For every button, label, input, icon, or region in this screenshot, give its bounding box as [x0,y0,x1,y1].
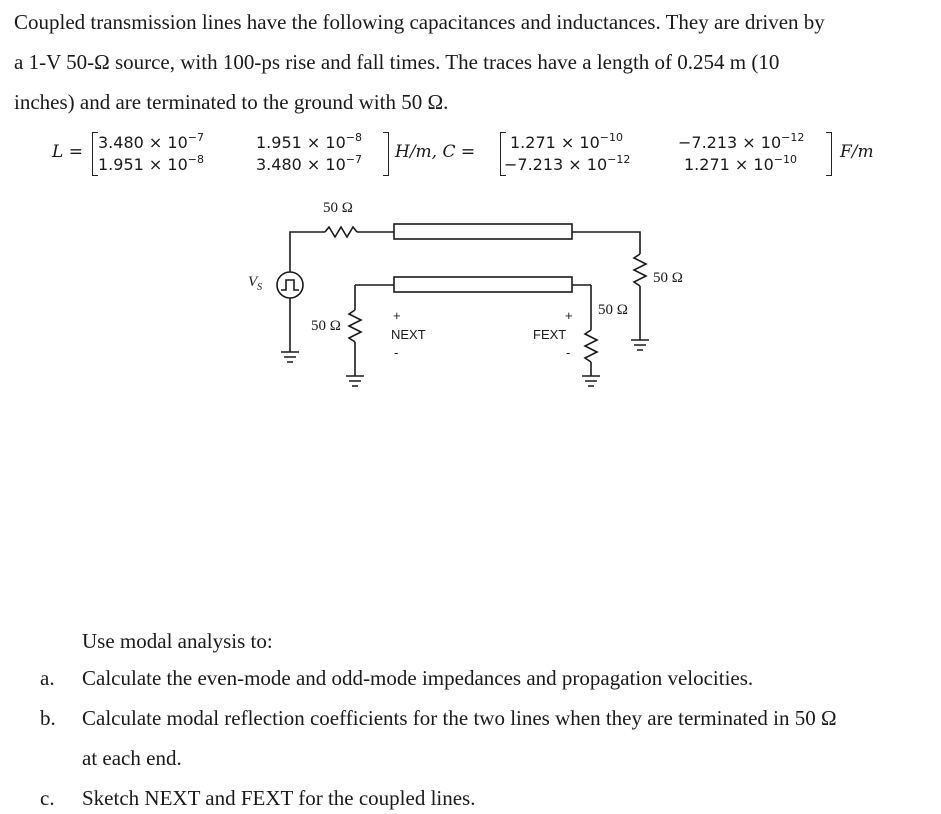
source-resistor [325,227,357,237]
fext-minus-sign: - [566,345,571,360]
task-text: Calculate modal reflection coefficients for the two lines when they are terminated in 50 Ω [82,706,837,730]
far-aggressor-ground [631,340,649,350]
far-victim-resistor [585,330,597,362]
victim-trace [394,277,572,292]
problem-line-2: a 1-V 50-Ω source, with 100-ps rise and fall times. The traces have a length of 0.254 m (10 [14,50,780,74]
source-ground [281,352,299,362]
near-victim-ground [346,376,364,386]
next-plus-sign: + [393,308,401,323]
near-victim-resistor-label: 50 Ω [311,318,341,334]
voltage-source-circle [277,272,303,298]
task-marker: c. [40,786,55,810]
c-matrix-12: $-7.213 \times 10^{-12}$ [678,131,805,152]
pulse-icon [281,280,299,290]
aggressor-trace [394,224,572,239]
problem-line-3: inches) and are terminated to the ground with 50 Ω. [14,90,449,114]
fext-label: FEXT [533,327,567,342]
task-text: at each end. [82,746,182,770]
task-text: Sketch NEXT and FEXT for the coupled lines. [82,786,476,810]
c-matrix-11: $1.271 \times 10^{-10}$ [510,131,623,152]
l-matrix-11: $3.480 \times 10^{-7}$ [98,131,204,152]
source-voltage-label: $V_S$ [248,274,263,293]
next-minus-sign: - [394,345,399,360]
task-marker: b. [40,706,56,730]
capacitance-unit: F/m [840,142,874,162]
inductance-unit-and-c-label: H/m, C = [395,142,476,162]
near-victim-resistor [349,310,361,342]
problem-line-1: Coupled transmission lines have the following capacitances and inductances. They are driven by [14,10,825,34]
far-aggressor-resistor [634,254,646,286]
far-victim-ground [582,376,600,386]
inductance-label: L = [52,142,83,162]
far-victim-resistor-label: 50 Ω [598,302,628,318]
source-resistor-label: 50 Ω [323,200,353,216]
l-matrix-12: $1.951 \times 10^{-8}$ [256,131,362,152]
aggressor-far-wire [572,232,640,254]
task-marker: a. [40,666,55,690]
c-matrix-22: $1.271 \times 10^{-10}$ [684,153,797,174]
c-matrix-21: $-7.213 \times 10^{-12}$ [504,153,631,174]
far-aggressor-resistor-label: 50 Ω [653,270,683,286]
fext-plus-sign: + [565,308,573,323]
l-matrix-21: $1.951 \times 10^{-8}$ [98,153,204,174]
next-label: NEXT [391,327,426,342]
source-to-resistor-wire [290,232,325,272]
l-matrix-22: $3.480 \times 10^{-7}$ [256,153,362,174]
task-text: Calculate the even-mode and odd-mode impedances and propagation velocities. [82,666,754,690]
tasks-intro: Use modal analysis to: [82,629,273,653]
